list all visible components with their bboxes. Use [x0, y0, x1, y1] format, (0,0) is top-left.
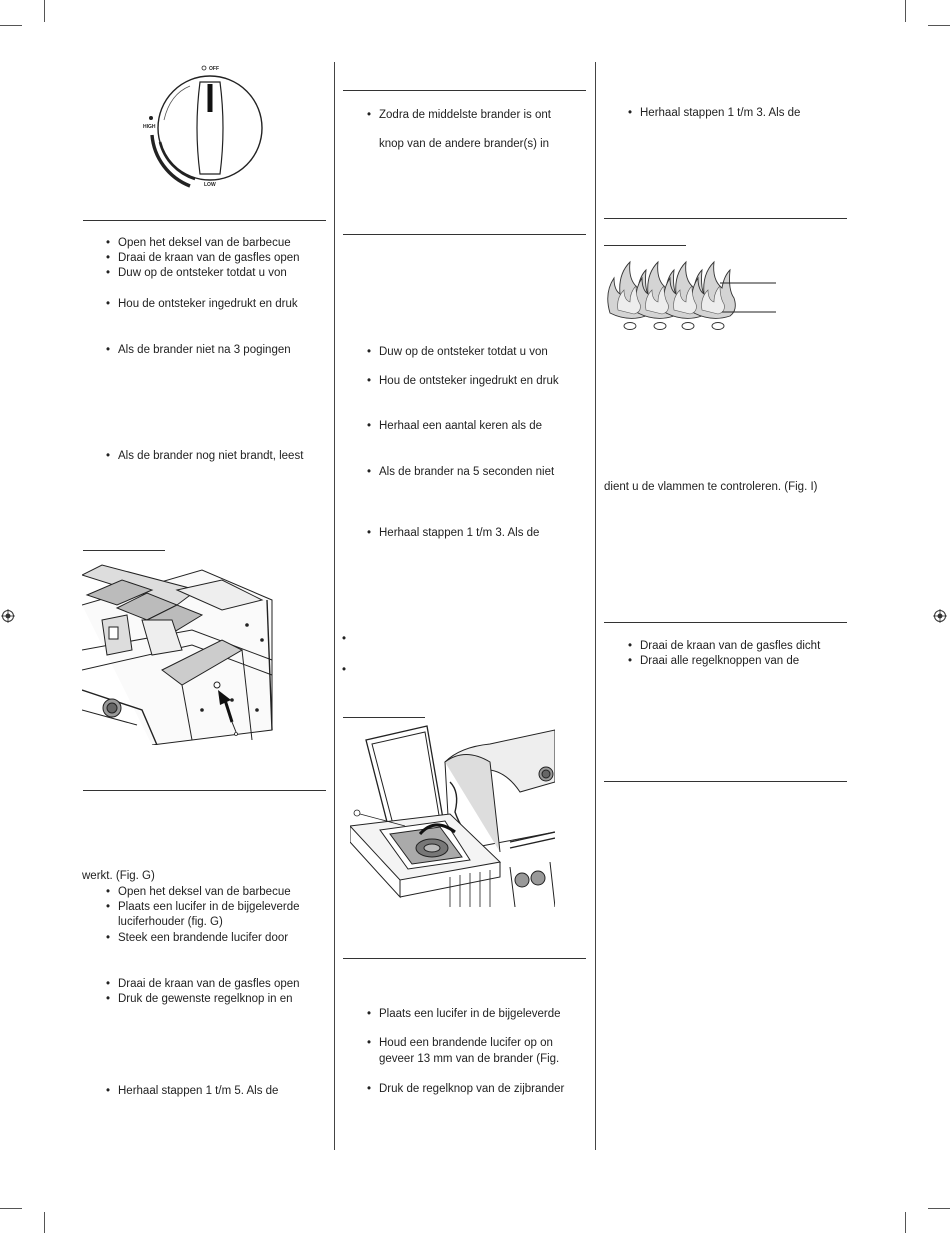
- list-item: • Draai de kraan van de gasfles open: [118, 251, 300, 266]
- column-divider-2: [595, 62, 596, 1150]
- list-item: • Herhaal stappen 1 t/m 3. Als de: [640, 106, 800, 121]
- list-item: • Draai de kraan van de gasfles open: [118, 977, 300, 992]
- list-item: • Plaats een lucifer in de bijgeleverde: [118, 900, 300, 915]
- crop-mark-bottom-left-v: [44, 1212, 45, 1233]
- section-rule: [604, 781, 847, 782]
- list-item: • Open het deksel van de barbecue: [118, 885, 291, 900]
- list-item-continuation: knop van de andere brander(s) in: [379, 138, 550, 150]
- list-item: • Draai de kraan van de gasfles dicht: [640, 639, 820, 654]
- list-item: • Steek een brandende lucifer door: [118, 931, 288, 946]
- list-item-continuation: luciferhouder (fig. G): [118, 916, 223, 928]
- list-item: • Als de brander na 5 seconden niet: [379, 465, 554, 480]
- list-item: • Duw op de ontsteker totdat u von: [379, 345, 548, 360]
- knob-low-label: LOW: [204, 182, 216, 188]
- list-item: • Herhaal een aantal keren als de: [379, 419, 542, 434]
- list-item: • Hou de ontsteker ingedrukt en druk: [118, 297, 298, 312]
- flame-check-text: dient u de vlammen te controleren. (Fig. I): [604, 481, 818, 493]
- list-item: • Zodra de middelste brander is ont: [379, 108, 551, 123]
- section-rule: [83, 790, 326, 791]
- list-item: • Draai alle regelknoppen van de: [640, 654, 799, 669]
- column-divider-1: [334, 62, 335, 1150]
- list-item: • Houd een brandende lucifer op on: [379, 1036, 553, 1051]
- figure-label-rule: [83, 550, 165, 551]
- list-item: • Als de brander niet na 3 pogingen: [118, 343, 291, 358]
- bullet-marker: •: [342, 664, 347, 676]
- flame-pattern-figure: [600, 258, 780, 333]
- bullet-marker: •: [342, 633, 347, 645]
- crop-mark-top-left-v: [44, 0, 45, 22]
- knob-off-label: OFF: [209, 66, 219, 72]
- side-burner-figure: [350, 722, 555, 907]
- knob-high-label: HIGH: [143, 124, 156, 130]
- section-rule: [343, 958, 586, 959]
- list-item: • Open het deksel van de barbecue: [118, 236, 291, 251]
- grill-ignition-figure: [82, 560, 274, 745]
- figure-label-rule: [343, 717, 425, 718]
- figure-label-rule: [604, 245, 686, 246]
- section-rule: [343, 90, 586, 91]
- section-rule: [604, 218, 847, 219]
- section-rule: [343, 234, 586, 235]
- registration-mark-left-icon: [1, 609, 15, 623]
- list-item: • Herhaal stappen 1 t/m 5. Als de: [118, 1084, 278, 1099]
- list-item: • Druk de gewenste regelknop in en: [118, 992, 293, 1007]
- section-rule: [604, 622, 847, 623]
- werkt-text: werkt. (Fig. G): [82, 870, 155, 882]
- control-knob-icon: [140, 60, 260, 190]
- registration-mark-right-icon: [933, 609, 947, 623]
- section-rule: [83, 220, 326, 221]
- list-item: • Als de brander nog niet brandt, leest: [118, 449, 303, 464]
- list-item: • Hou de ontsteker ingedrukt en druk: [379, 374, 559, 389]
- list-item: • Herhaal stappen 1 t/m 3. Als de: [379, 526, 539, 541]
- crop-mark-top-left-h: [0, 25, 22, 26]
- list-item: • Plaats een lucifer in de bijgeleverde: [379, 1007, 561, 1022]
- crop-mark-top-right-v: [905, 0, 906, 22]
- crop-mark-bottom-right-h: [928, 1208, 950, 1209]
- list-item-continuation: geveer 13 mm van de brander (Fig.: [379, 1053, 560, 1065]
- list-item: • Duw op de ontsteker totdat u von: [118, 266, 287, 281]
- list-item: • Druk de regelknop van de zijbrander: [379, 1082, 564, 1097]
- crop-mark-bottom-left-h: [0, 1208, 22, 1209]
- crop-mark-top-right-h: [928, 25, 950, 26]
- crop-mark-bottom-right-v: [905, 1212, 906, 1233]
